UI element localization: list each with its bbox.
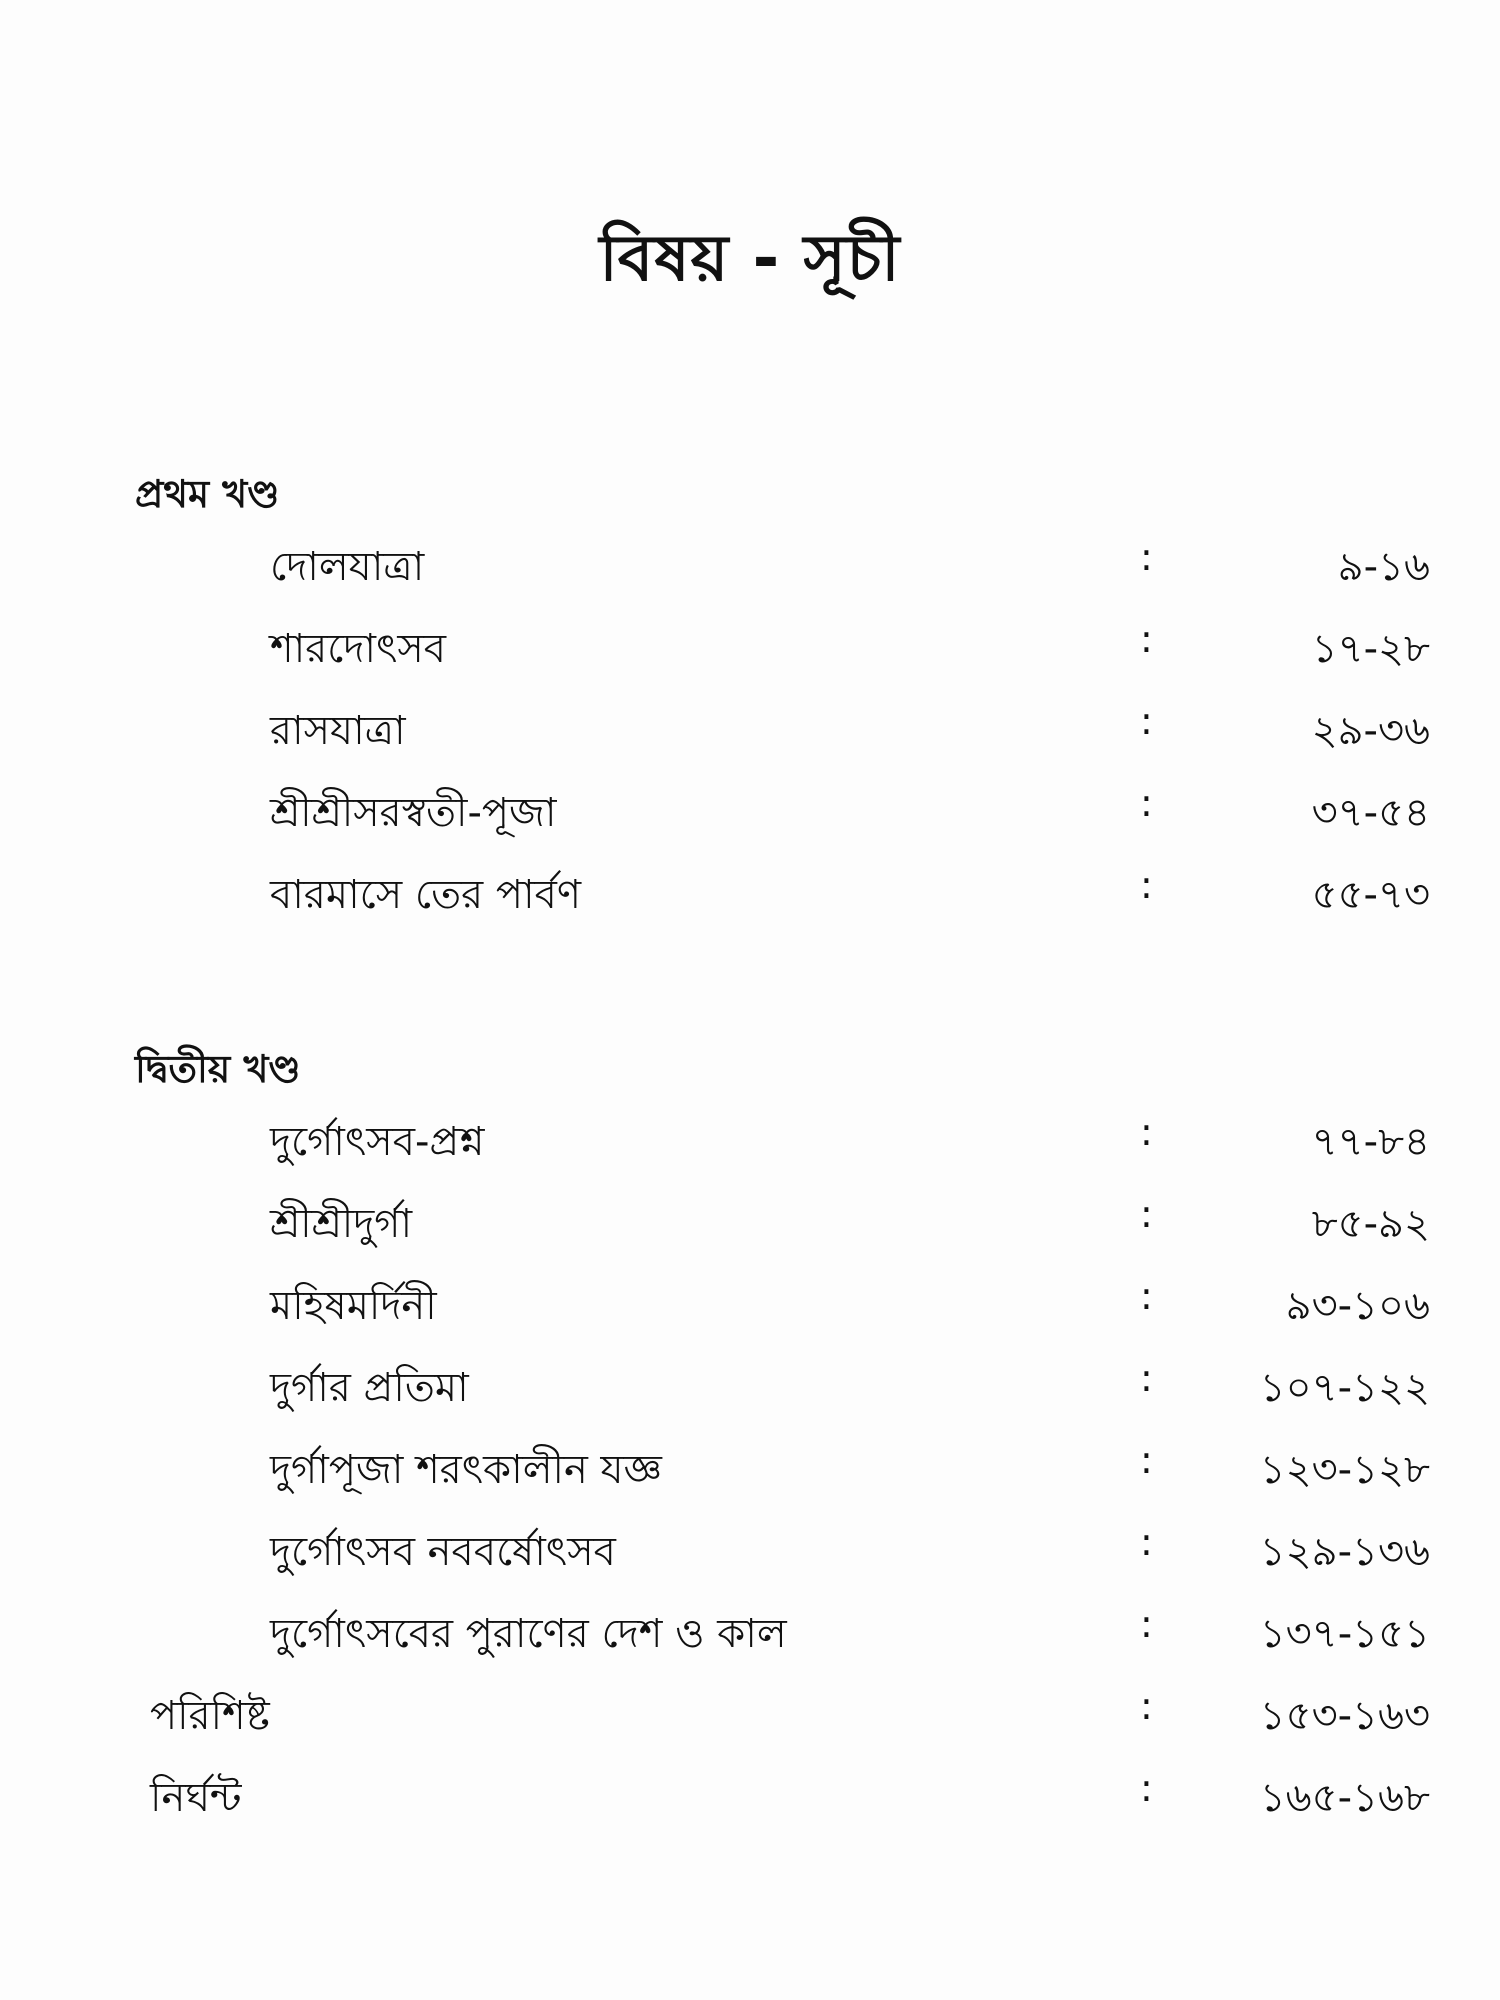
toc-entry-pages: ৮৫-৯২ <box>1311 1201 1430 1247</box>
toc-entry-pages: ১০৭-১২২ <box>1259 1365 1430 1411</box>
toc-entry <box>0 1110 1500 1170</box>
page-title: বিষয় - সূচী <box>599 222 901 296</box>
toc-index <box>0 1766 1500 1826</box>
toc-entry-pages: ১৩৭-১৫১ <box>1259 1611 1430 1657</box>
toc-separator: : <box>1140 781 1153 825</box>
toc-entry-label: রাসযাত্রা <box>270 708 406 754</box>
toc-entry-label: মহিষমর্দিনী <box>270 1283 437 1329</box>
index-label: নির্ঘন্ট <box>150 1775 242 1821</box>
toc-entry-pages: ১২৩-১২৮ <box>1259 1447 1430 1493</box>
toc-entry <box>0 1438 1500 1498</box>
toc-separator: : <box>1140 1192 1153 1236</box>
toc-entry <box>0 1520 1500 1580</box>
toc-separator: : <box>1140 1356 1153 1400</box>
toc-entry-label: দুর্গোৎসব-প্রশ্ন <box>270 1119 485 1165</box>
toc-separator: : <box>1140 863 1153 907</box>
toc-entry-pages: ৯-১৬ <box>1337 544 1430 590</box>
toc-entry <box>0 535 1500 595</box>
toc-separator: : <box>1140 1438 1153 1482</box>
toc-entry <box>0 1356 1500 1416</box>
appendix-label: পরিশিষ্ট <box>150 1693 270 1739</box>
toc-entry-pages: ১২৯-১৩৬ <box>1259 1529 1430 1575</box>
toc-entry-label: দুর্গার প্রতিমা <box>270 1365 469 1411</box>
toc-separator: : <box>1140 535 1153 579</box>
toc-entry <box>0 1192 1500 1252</box>
toc-entry <box>0 863 1500 923</box>
toc-entry <box>0 699 1500 759</box>
toc-entry <box>0 1602 1500 1662</box>
toc-entry-pages: ২৯-৩৬ <box>1311 708 1430 754</box>
toc-entry-label: দুর্গাপূজা শরৎকালীন যজ্ঞ <box>270 1447 662 1493</box>
toc-entry-label: দোলযাত্রা <box>270 544 425 590</box>
toc-entry-pages: ১৭-২৮ <box>1311 626 1430 672</box>
toc-entry-label: বারমাসে তের পার্বণ <box>270 872 582 918</box>
part-one-heading: প্রথম খণ্ড <box>135 472 280 516</box>
toc-separator: : <box>1140 1602 1153 1646</box>
toc-separator: : <box>1140 617 1153 661</box>
toc-appendix <box>0 1684 1500 1744</box>
toc-entry <box>0 1274 1500 1334</box>
toc-entry-label: দুর্গোৎসব নববর্ষোৎসব <box>270 1529 616 1575</box>
toc-separator: : <box>1140 699 1153 743</box>
toc-separator: : <box>1140 1274 1153 1318</box>
part-two-heading: দ্বিতীয় খণ্ড <box>135 1047 301 1091</box>
toc-entry-pages: ৭৭-৮৪ <box>1311 1119 1430 1165</box>
toc-separator: : <box>1140 1684 1153 1728</box>
toc-separator: : <box>1140 1520 1153 1564</box>
toc-entry-label: দুর্গোৎসবের পুরাণের দেশ ও কাল <box>270 1611 787 1657</box>
toc-entry <box>0 617 1500 677</box>
toc-entry <box>0 781 1500 841</box>
toc-entry-pages: ৫৫-৭৩ <box>1311 872 1430 918</box>
index-pages: ১৬৫-১৬৮ <box>1259 1775 1430 1821</box>
toc-entry-label: শ্রীশ্রীদুর্গা <box>270 1201 413 1247</box>
toc-entry-pages: ৯৩-১০৬ <box>1285 1283 1430 1329</box>
appendix-pages: ১৫৩-১৬৩ <box>1259 1693 1430 1739</box>
toc-entry-label: শ্রীশ্রীসরস্বতী-পূজা <box>270 790 557 836</box>
toc-separator: : <box>1140 1110 1153 1154</box>
toc-separator: : <box>1140 1766 1153 1810</box>
toc-entry-pages: ৩৭-৫৪ <box>1311 790 1430 836</box>
toc-entry-label: শারদোৎসব <box>270 626 447 672</box>
